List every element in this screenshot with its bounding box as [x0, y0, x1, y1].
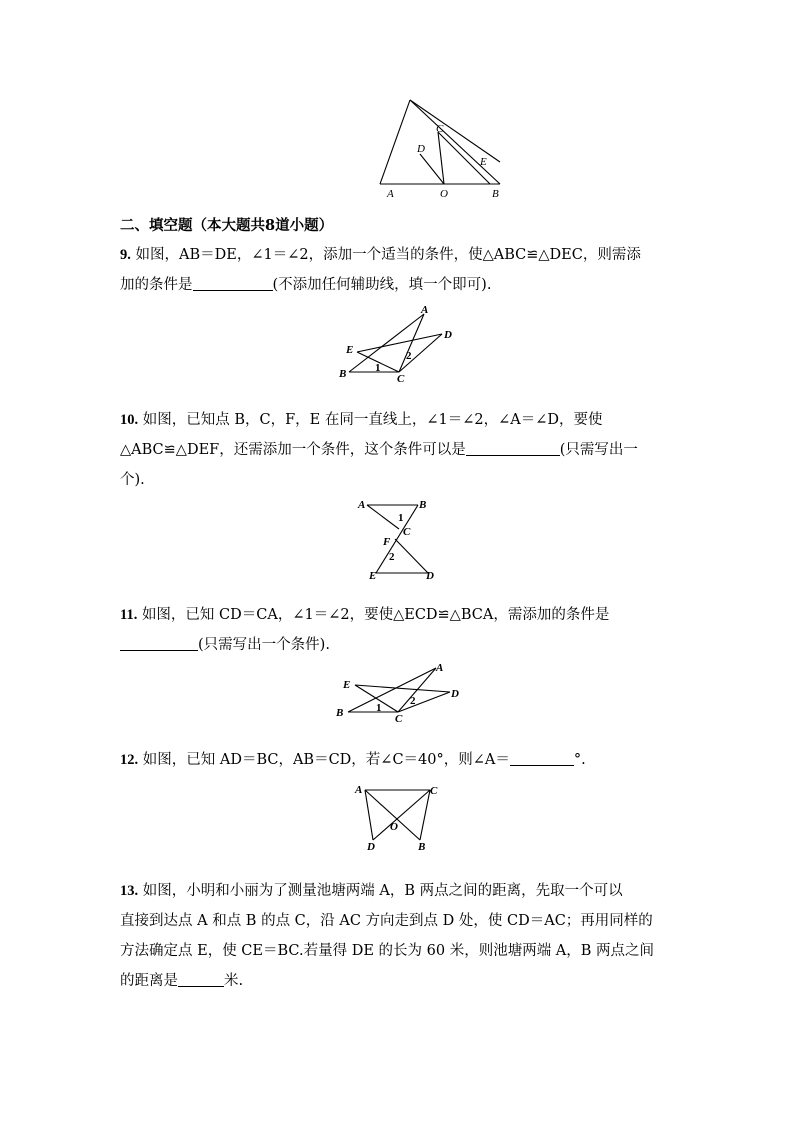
label-D: D [426, 570, 434, 582]
label-E: E [343, 679, 351, 691]
section-title: 二、填空题（本大题共8道小题） [120, 217, 334, 234]
question-text: (只需写出一 [559, 442, 638, 458]
label-F: F [383, 536, 391, 548]
label-O: O [390, 821, 398, 833]
question-11 [120, 600, 676, 660]
question-text: 直接到达点 A 和点 B 的点 C，沿 AC 方向走到点 D 处，使 CD＝AC；再用同样的 [120, 913, 653, 929]
label-E: E [369, 570, 377, 582]
question-text: (不添加任何辅助线，填一个即可). [272, 277, 492, 293]
label-A: A [355, 784, 363, 796]
answer-blank[interactable] [466, 439, 560, 456]
question-text: 如图，已知 AD＝BC，AB＝CD，若∠C＝40°，则∠A＝ [142, 752, 510, 768]
angle-2: 2 [410, 695, 416, 707]
label-C: C [403, 526, 411, 538]
label-B: B [339, 368, 347, 380]
angle-1: 1 [375, 362, 381, 374]
question-10 [120, 405, 676, 495]
angle-1: 1 [398, 512, 404, 524]
answer-blank[interactable] [193, 274, 273, 291]
label-E: E [346, 344, 354, 356]
question-number: 9. [120, 247, 131, 263]
figure-11 [330, 660, 470, 730]
question-number: 10. [120, 412, 139, 428]
label-B: B [492, 188, 499, 200]
question-13 [120, 876, 676, 996]
question-text: 方法确定点 E，使 CE＝BC.若量得 DE 的长为 60 米，则池塘两端 A，B 两点之间 [120, 943, 655, 959]
question-text: 米. [224, 973, 244, 989]
label-D: D [451, 688, 459, 700]
label-O: O [440, 188, 448, 200]
answer-blank[interactable] [178, 970, 224, 987]
label-A: A [358, 499, 366, 511]
label-C: C [436, 123, 444, 135]
question-text: °. [573, 752, 586, 768]
question-text: 如图，AB＝DE，∠1＝∠2，添加一个适当的条件，使△ABC≌△DEC，则需添 [135, 247, 641, 263]
figure-12 [350, 780, 445, 853]
question-number: 12. [120, 752, 139, 768]
label-D: D [367, 841, 375, 853]
label-E: E [480, 156, 487, 168]
question-text: 如图，已知 CD＝CA，∠1＝∠2，要使△ECD≌△BCA，需添加的条件是 [141, 607, 610, 623]
label-B: B [418, 841, 426, 853]
question-text: 如图，小明和小丽为了测量池塘两端 A，B 两点之间的距离，先取一个可以 [142, 883, 623, 899]
answer-blank[interactable] [120, 634, 198, 651]
figure-9 [335, 302, 465, 384]
label-B: B [336, 707, 344, 719]
angle-2: 2 [406, 350, 412, 362]
label-C: C [395, 713, 403, 725]
question-text: 的距离是 [120, 973, 178, 989]
label-C: C [430, 785, 438, 797]
label-D: D [444, 329, 452, 341]
question-text: (只需写出一个条件). [198, 637, 330, 653]
label-A: A [421, 304, 429, 316]
label-D: D [417, 143, 425, 155]
question-text: △ABC≌△DEF，还需添加一个条件，这个条件可以是 [120, 442, 466, 458]
figure-10 [352, 495, 447, 583]
label-B: B [419, 499, 427, 511]
question-text: 加的条件是 [120, 277, 193, 293]
figure-top [380, 92, 520, 204]
angle-1: 1 [376, 702, 382, 714]
answer-blank[interactable] [510, 749, 574, 766]
label-A: A [387, 188, 394, 200]
question-text: 个). [120, 472, 145, 488]
question-number: 11. [120, 607, 138, 623]
question-12 [120, 745, 676, 775]
angle-2: 2 [389, 551, 395, 563]
question-9 [120, 240, 676, 300]
label-A: A [436, 662, 444, 674]
question-number: 13. [120, 883, 139, 899]
question-text: 如图，已知点 B，C，F，E 在同一直线上，∠1＝∠2，∠A＝∠D，要使 [142, 412, 603, 428]
label-C: C [397, 373, 405, 385]
